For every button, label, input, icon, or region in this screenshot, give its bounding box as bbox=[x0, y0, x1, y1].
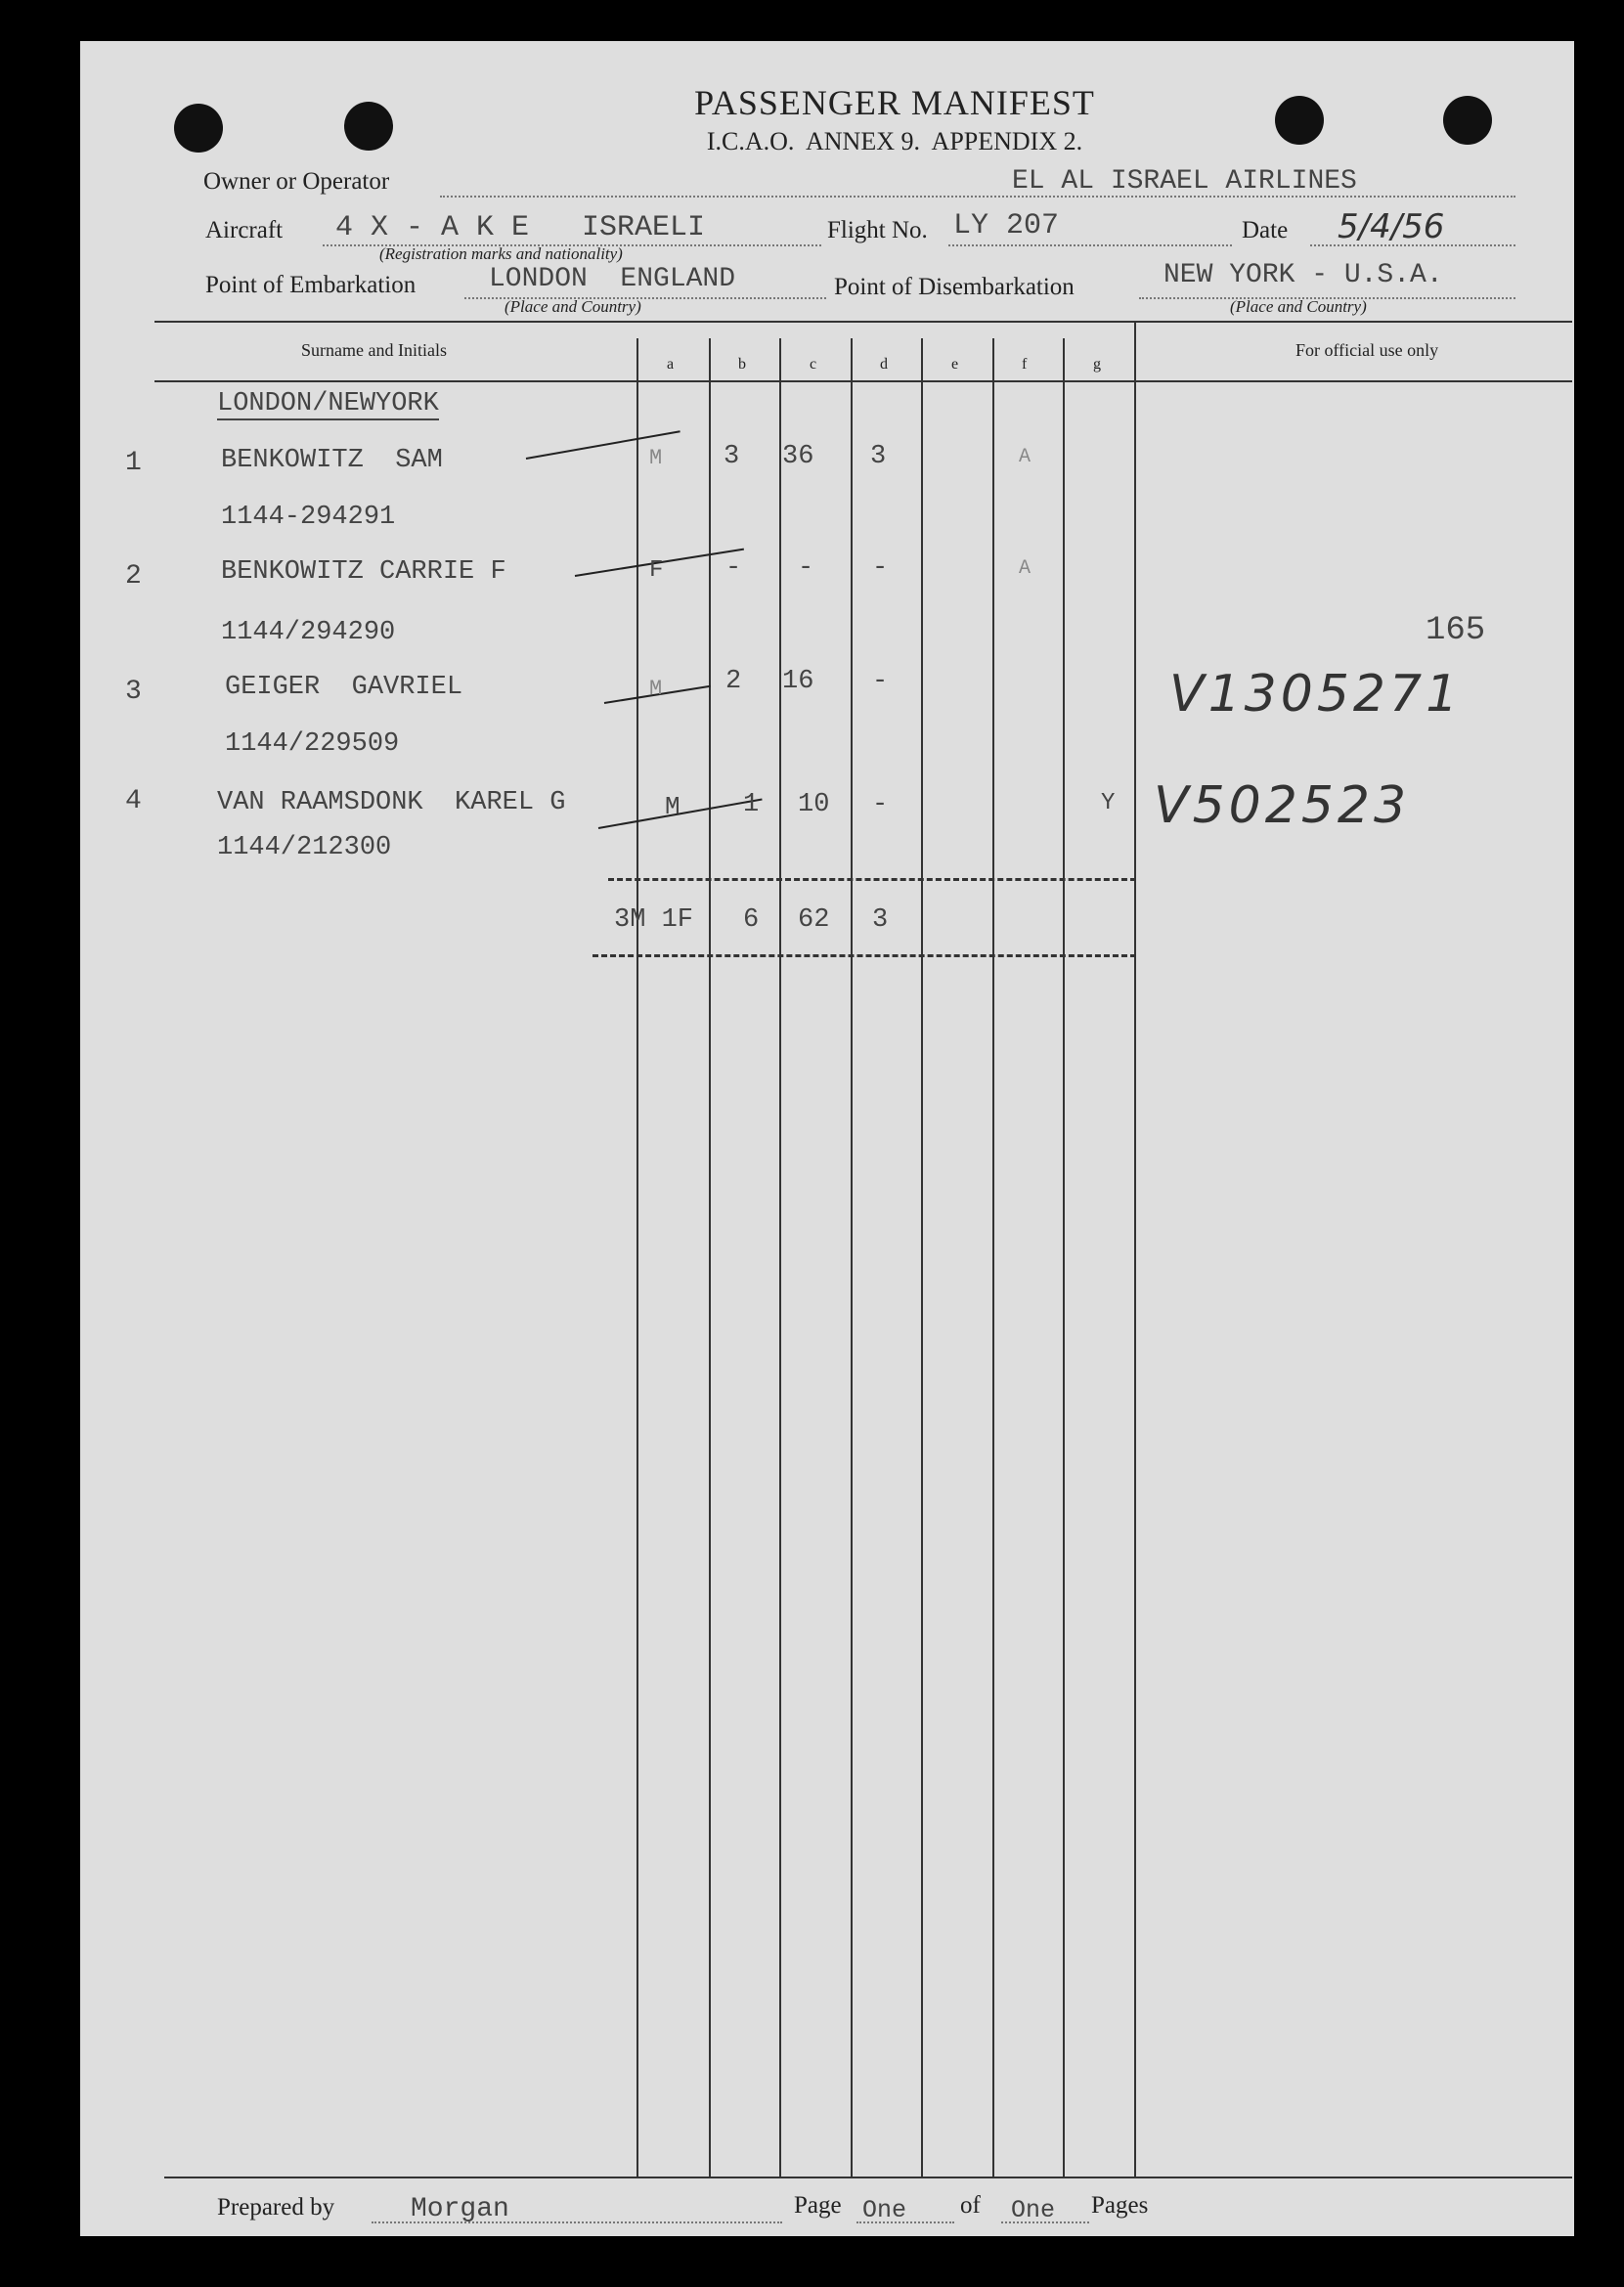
col-letter-b: b bbox=[738, 356, 746, 373]
row-1-ref: 1144-294291 bbox=[221, 503, 396, 532]
flight-value: LY 207 bbox=[953, 209, 1060, 242]
row-1-c: 36 bbox=[782, 442, 814, 471]
col-letter-f: f bbox=[1022, 356, 1028, 373]
total-d: 3 bbox=[872, 905, 889, 935]
flight-dotted-line bbox=[948, 244, 1232, 246]
totals-top-rule bbox=[608, 878, 1136, 881]
disembark-label: Point of Disembarkation bbox=[834, 274, 1075, 300]
row-4-name: VAN RAAMSDONK KAREL G bbox=[217, 788, 566, 817]
total-c: 62 bbox=[798, 905, 830, 935]
table-top-rule bbox=[154, 321, 1572, 323]
disembark-value: NEW YORK - U.S.A. bbox=[1163, 260, 1443, 290]
of-label: of bbox=[960, 2192, 981, 2219]
route-label: LONDON/NEWYORK bbox=[217, 389, 439, 418]
row-4-b: 1 bbox=[743, 790, 760, 819]
col-divider bbox=[992, 338, 994, 2177]
row-3-c: 16 bbox=[782, 667, 814, 696]
row-1-name: BENKOWITZ SAM bbox=[221, 446, 443, 475]
aircraft-value: 4 X - A K E ISRAELI bbox=[335, 211, 706, 244]
row-2-c: - bbox=[798, 553, 814, 583]
owner-value: EL AL ISRAEL AIRLINES bbox=[1012, 166, 1357, 197]
row-1-d: 3 bbox=[870, 442, 887, 471]
row-2-ref: 1144/294290 bbox=[221, 618, 396, 647]
row-1-a: M bbox=[649, 446, 663, 470]
row-2-name: BENKOWITZ CARRIE F bbox=[221, 557, 506, 587]
official-mark-visa-2: V502523 bbox=[1154, 776, 1411, 835]
col-divider bbox=[636, 338, 638, 2177]
row-3-number: 3 bbox=[125, 677, 142, 707]
of-value: One bbox=[1011, 2196, 1056, 2224]
official-mark-visa-1: V1305271 bbox=[1169, 665, 1463, 724]
col-divider bbox=[921, 338, 923, 2177]
row-2-number: 2 bbox=[125, 561, 142, 592]
col-letter-c: c bbox=[810, 356, 817, 373]
row-4-a: M bbox=[665, 792, 680, 821]
row-3-name: GEIGER GAVRIEL bbox=[225, 673, 463, 702]
row-3-ref: 1144/229509 bbox=[225, 729, 400, 759]
prepared-label: Prepared by bbox=[217, 2194, 335, 2221]
aircraft-caption: (Registration marks and nationality) bbox=[379, 244, 623, 263]
table-header-rule bbox=[154, 380, 1572, 382]
row-2-d: - bbox=[872, 553, 889, 583]
col-divider bbox=[851, 338, 853, 2177]
col-header-official: For official use only bbox=[1295, 340, 1439, 360]
row-3-a: M bbox=[649, 677, 663, 701]
page-subtitle: I.C.A.O. ANNEX 9. APPENDIX 2. bbox=[706, 127, 1083, 155]
col-divider bbox=[709, 338, 711, 2177]
manifest-page bbox=[80, 41, 1574, 2236]
aircraft-label: Aircraft bbox=[205, 217, 284, 243]
row-2-a: F bbox=[649, 557, 664, 584]
col-letter-a: a bbox=[667, 356, 675, 373]
embark-value: LONDON ENGLAND bbox=[489, 264, 736, 294]
row-4-d: - bbox=[872, 790, 889, 819]
total-b: 6 bbox=[743, 905, 760, 935]
embark-caption: (Place and Country) bbox=[505, 297, 641, 316]
row-4-number: 4 bbox=[125, 786, 142, 816]
row-3-d: - bbox=[872, 667, 889, 696]
col-divider bbox=[1063, 338, 1065, 2177]
pages-label: Pages bbox=[1091, 2192, 1149, 2219]
totals-bottom-rule bbox=[593, 954, 1136, 957]
col-divider bbox=[1134, 323, 1136, 2177]
footer-rule bbox=[164, 2177, 1572, 2178]
prepared-value: Morgan bbox=[411, 2194, 509, 2224]
row-4-g: Y bbox=[1101, 790, 1116, 816]
col-header-name: Surname and Initials bbox=[301, 340, 447, 360]
row-1-b: 3 bbox=[724, 442, 740, 471]
row-4-ref: 1144/212300 bbox=[217, 833, 392, 862]
row-3-b: 2 bbox=[725, 667, 742, 696]
row-2-b: - bbox=[725, 553, 742, 583]
flight-label: Flight No. bbox=[827, 217, 928, 243]
col-divider bbox=[779, 338, 781, 2177]
page-value: One bbox=[862, 2196, 907, 2224]
col-letter-d: d bbox=[880, 356, 888, 373]
official-mark-number: 165 bbox=[1426, 612, 1486, 649]
row-4-c: 10 bbox=[798, 790, 830, 819]
disembark-caption: (Place and Country) bbox=[1230, 297, 1367, 316]
date-value: 5/4/56 bbox=[1338, 207, 1445, 246]
page-title: PASSENGER MANIFEST bbox=[694, 83, 1095, 122]
row-2-f: A bbox=[1019, 557, 1031, 580]
col-letter-g: g bbox=[1093, 356, 1101, 373]
total-a: 3M 1F bbox=[614, 905, 694, 935]
page-label: Page bbox=[794, 2192, 842, 2219]
owner-label: Owner or Operator bbox=[203, 168, 390, 195]
row-1-f: A bbox=[1019, 446, 1031, 468]
row-1-number: 1 bbox=[125, 448, 142, 478]
embark-label: Point of Embarkation bbox=[205, 272, 417, 298]
col-letter-e: e bbox=[951, 356, 959, 373]
date-label: Date bbox=[1242, 217, 1289, 243]
